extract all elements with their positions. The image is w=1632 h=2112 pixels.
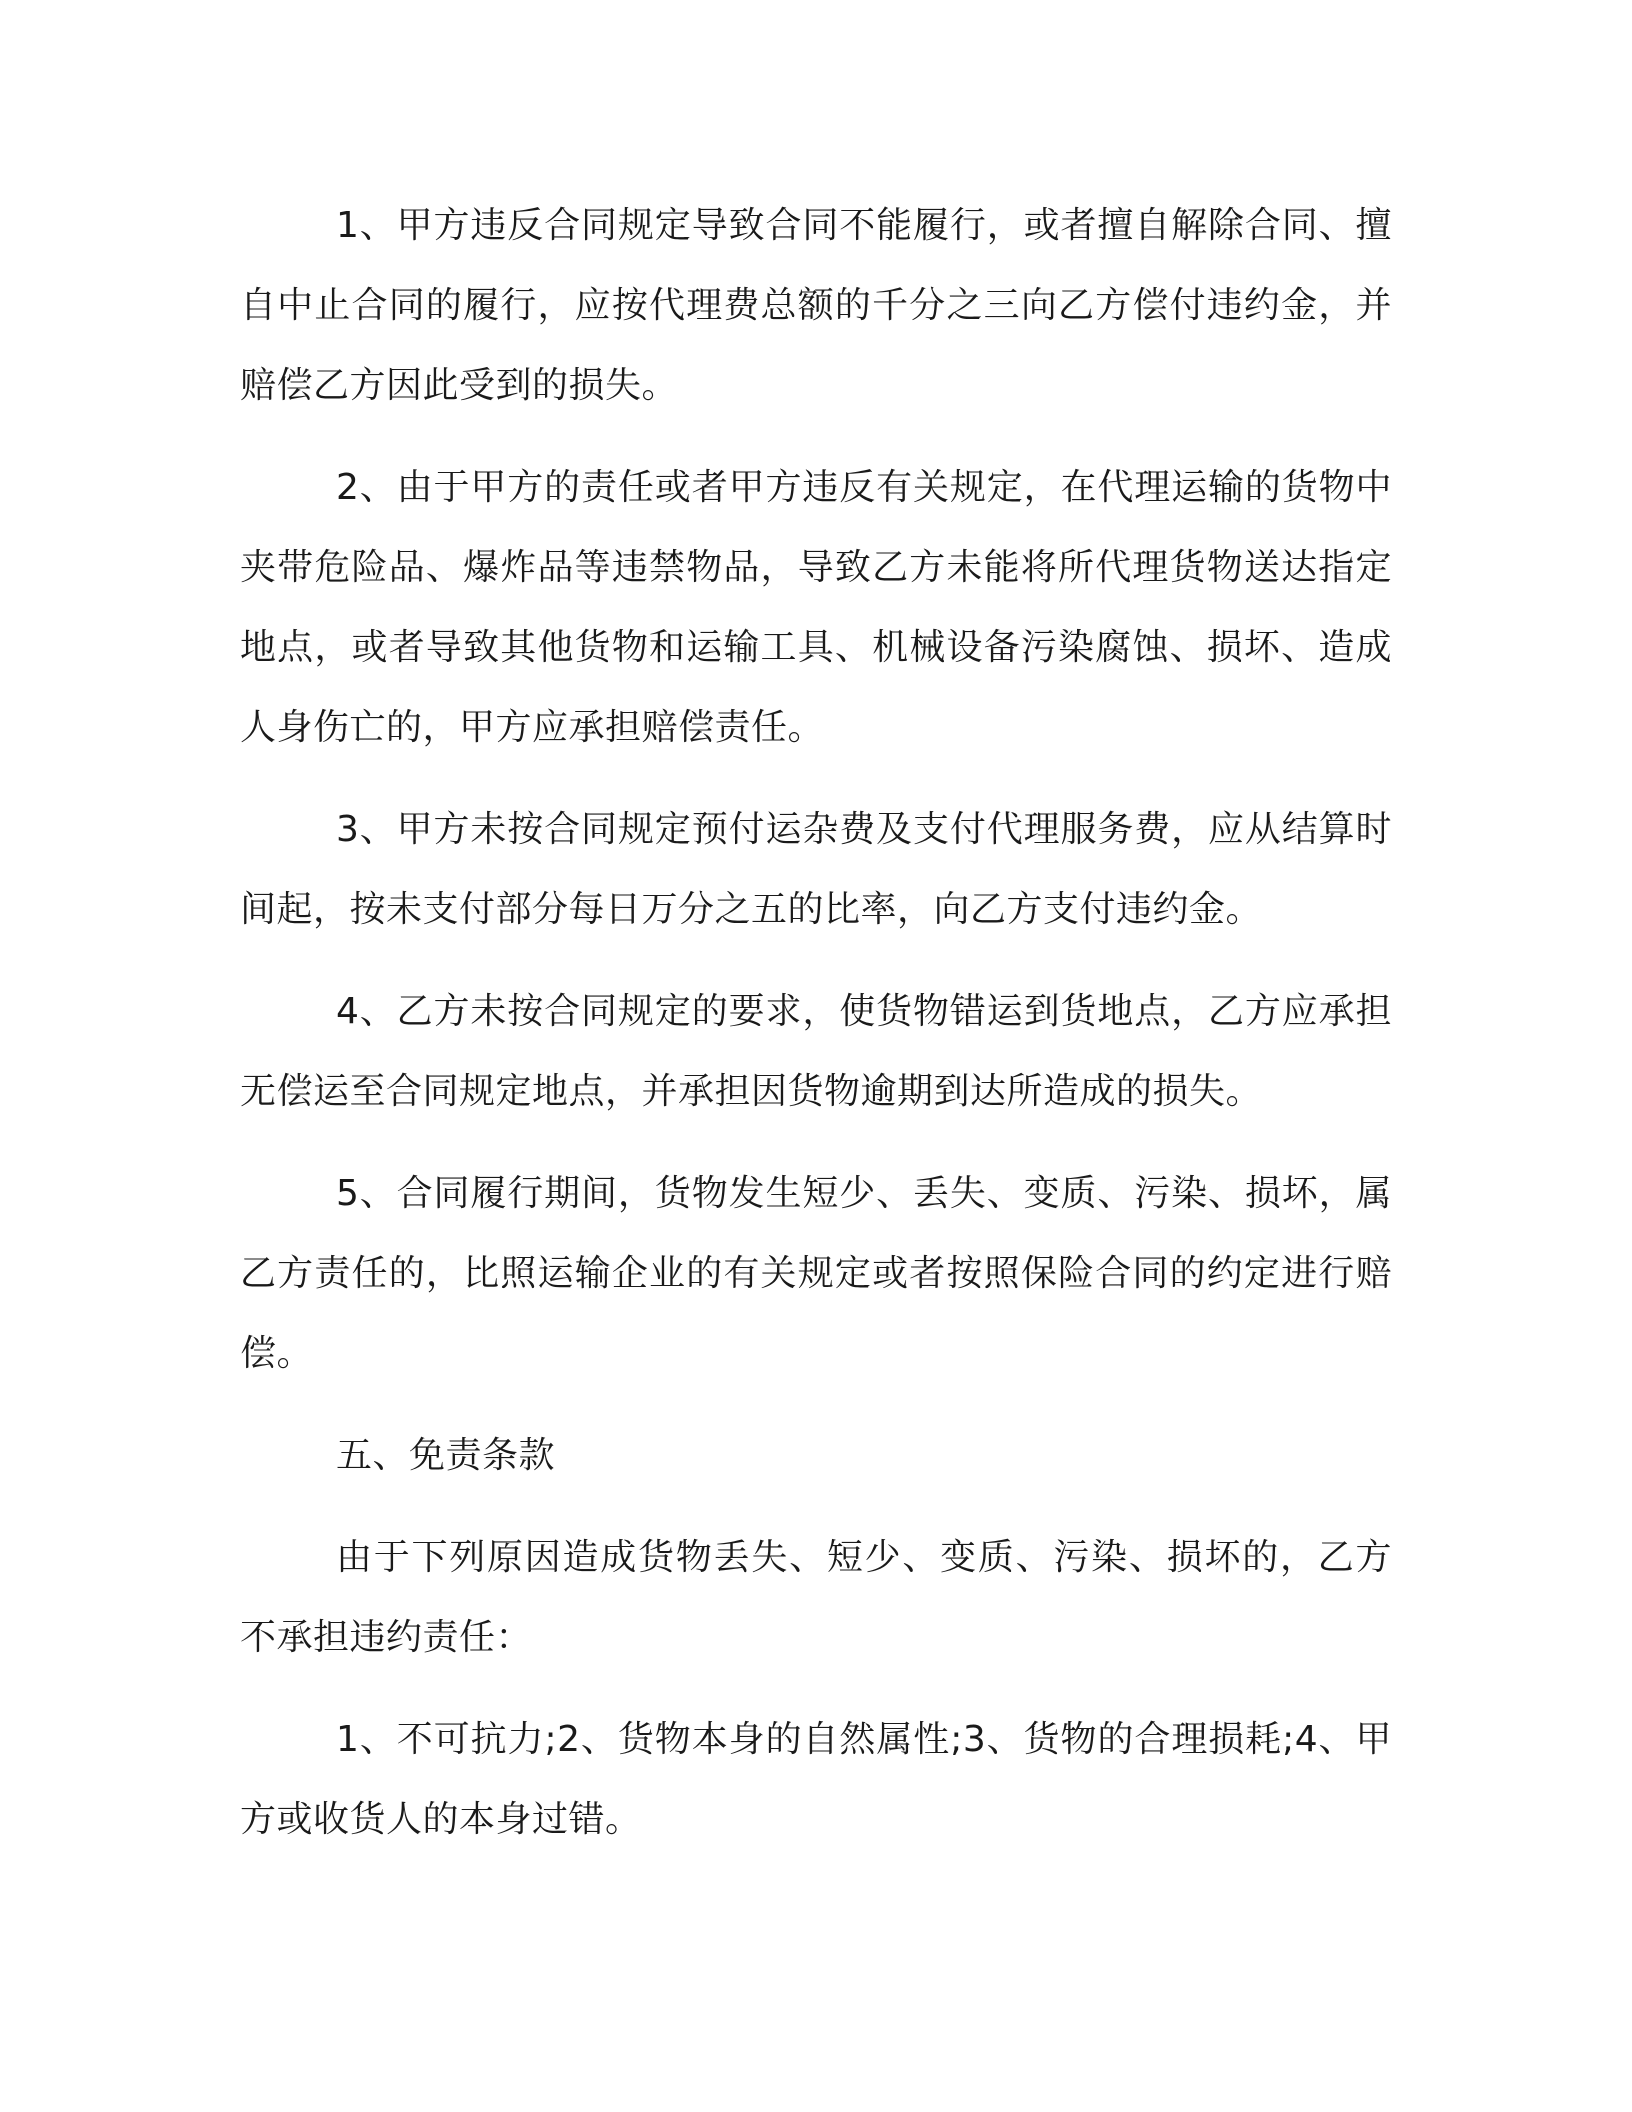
paragraph-clause-3: 3、甲方未按合同规定预付运杂费及支付代理服务费，应从结算时间起，按未支付部分每日万分之五的比率，向乙方支付违约金。 [240,809,1392,930]
document-page [240,186,1392,1860]
paragraph-exemption-intro: 由于下列原因造成货物丢失、短少、变质、污染、损坏的，乙方不承担违约责任： [240,1537,1392,1658]
paragraph-clause-5: 5、合同履行期间，货物发生短少、丢失、变质、污染、损坏，属乙方责任的，比照运输企业的有关规定或者按照保险合同的约定进行赔偿。 [240,1173,1392,1374]
paragraph-clause-4: 4、乙方未按合同规定的要求，使货物错运到货地点，乙方应承担无偿运至合同规定地点，并承担因货物逾期到达所造成的损失。 [240,991,1392,1112]
paragraph-clause-1: 1、甲方违反合同规定导致合同不能履行，或者擅自解除合同、擅自中止合同的履行，应按代理费总额的千分之三向乙方偿付违约金，并赔偿乙方因此受到的损失。 [240,205,1392,406]
section-heading-exemption: 五、免责条款 [336,1435,556,1476]
paragraph-exemption-list: 1、不可抗力;2、货物本身的自然属性;3、货物的合理损耗;4、甲方或收货人的本身过错。 [240,1719,1392,1840]
paragraph-clause-2: 2、由于甲方的责任或者甲方违反有关规定，在代理运输的货物中夹带危险品、爆炸品等违禁物品，导致乙方未能将所代理货物送达指定地点，或者导致其他货物和运输工具、机械设备污染腐蚀、损坏、造成人身伤亡的，甲方应承担赔偿责任。 [240,467,1392,748]
